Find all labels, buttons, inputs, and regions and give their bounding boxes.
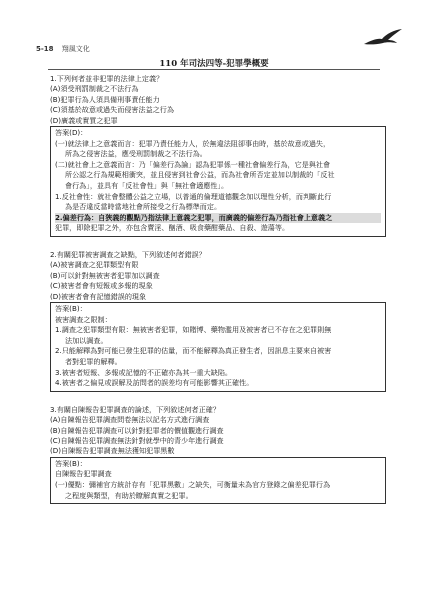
q3-option-a: (A)自陳報告犯罪調查問卷無法以記名方式進行調查 — [50, 415, 210, 425]
q1-answer-line: 1.反社會性：就社會整體公益之立場，以普通的倫理道德觀念加以理性分析，而判斷此行 — [55, 191, 332, 201]
q2-answer-line: 法加以調查。 — [65, 335, 108, 345]
q2-option-a: (A)被害調查之犯罪類型有限 — [50, 260, 139, 270]
q1-answer-line: 為是否違反當時當地社會所接受之行為標準而定。 — [65, 202, 222, 212]
q1-answer-label: 答案(D)： — [55, 128, 88, 138]
q3-answer-box — [50, 457, 386, 504]
q1-answer-line-highlight — [55, 213, 381, 224]
q2-option-b: (B)可以針對無被害者犯罪加以調查 — [50, 270, 160, 280]
q2-answer-line: 3.被害者短報、多報或記憶的不正確亦為其一重大缺陷。 — [55, 367, 233, 377]
title-divider — [48, 69, 380, 70]
q1-option-a: (A)須受刑罰制裁之不法行為 — [50, 84, 139, 94]
q2-answer-label: 答案(B)： — [55, 304, 87, 313]
q3-answer-line: 之程度與類型，有助於瞭解真實之犯罪。 — [65, 490, 193, 500]
q3-option-d: (D)自陳報告犯罪調查無法獲知犯罪黑數 — [50, 446, 175, 456]
q1-answer-line: (一)就法律上之意義而言：犯罪乃責任能力人，於無違法阻卻事由時，基於故意或過失， — [55, 138, 331, 148]
exam-content — [50, 74, 386, 504]
q3-answer-line: (一)優點：彌補官方統計存有「犯罪黑數」之缺失，可衡量未為官方登錄之偏差犯罪行為 — [55, 479, 331, 489]
q1-answer-line: 所為之侵害法益，應受刑罰制裁之不法行為。 — [65, 149, 207, 159]
question-2: 2.有關犯罪被害調查之缺點，下列敘述何者錯誤？ — [50, 249, 206, 259]
q1-option-b: (B)犯罪行為人須具備刑事責任能力 — [50, 94, 160, 104]
page-number: 5-18 — [36, 45, 54, 53]
q1-answer-line: 所公認之行為規範相衝突，並且侵害到社會公益，而為社會所否定並加以制裁的「反社 — [65, 170, 335, 180]
q2-answer-box — [50, 302, 386, 392]
question-1: 1.下列何者並非犯罪的法律上定義？ — [50, 74, 164, 83]
q1-answer-line: 會行為」，並具有「反社會性」與「無社會適應性」。 — [65, 181, 229, 190]
q3-option-b: (B)自陳報告犯罪調查可以針對犯罪者的價值觀進行調查 — [50, 425, 224, 435]
q3-answer-sublabel: 自陳報告犯罪調查 — [55, 469, 112, 479]
page-title: 110 年司法四等-犯罪學概要 — [159, 59, 269, 69]
q1-answer-line: 犯罪，即除犯罪之外，亦包含賣淫、酗酒、吸食藥酣藥品、自殺、遊蕩等。 — [55, 223, 290, 233]
q1-answer-box — [50, 126, 386, 237]
q1-answer-line: (二)就社會上之意義而言：乃「偏差行為論」認為犯罪係一種社會偏差行為，它是與社會 — [55, 159, 331, 169]
q2-answer-line: 1.調查之犯罪類型有限：無被害者犯罪，如賭博、藥物濫用及被害者已不存在之犯罪則無 — [55, 325, 332, 335]
q2-option-d: (D)被害者會有記憶錯誤的現象 — [50, 291, 147, 301]
q3-option-c: (C)自陳報告犯罪調查無法針對就學中的青少年進行調查 — [50, 435, 224, 445]
q2-option-c: (C)被害者會有短報或多報的現象 — [50, 281, 153, 291]
q2-answer-line: 2.只能解釋為對可能已發生犯罪的估量，而不能解釋為真正發生者，因訊息主要來自被害 — [55, 346, 332, 356]
q1-answer-line-bold: 2.偏差行為：自狹義的觀點乃指法律上意義之犯罪，而廣義的偏差行為乃指社會上意義之 — [55, 212, 333, 222]
q2-answer-line: 者對犯罪的解釋。 — [65, 356, 122, 366]
spacer — [50, 392, 386, 405]
q3-answer-label: 答案(B)： — [55, 458, 87, 468]
q1-option-d: (D)廣義或實質之犯罪 — [50, 115, 118, 125]
running-header — [36, 44, 398, 56]
publisher-name: 翔風文化 — [61, 45, 90, 53]
spacer — [50, 237, 386, 250]
q1-option-c: (C)須基於故意或過失而侵害法益之行為 — [50, 105, 174, 115]
q2-answer-sublabel: 被害調查之限制： — [55, 314, 112, 324]
q2-answer-line: 4.被害者之偏見或誤解及訪問者的誤差均有可能影響其正確性。 — [55, 378, 254, 388]
question-3: 3.有關自陳報告犯罪調查的論述，下列敘述何者正確？ — [50, 404, 220, 414]
eagle-logo-icon — [362, 28, 404, 50]
